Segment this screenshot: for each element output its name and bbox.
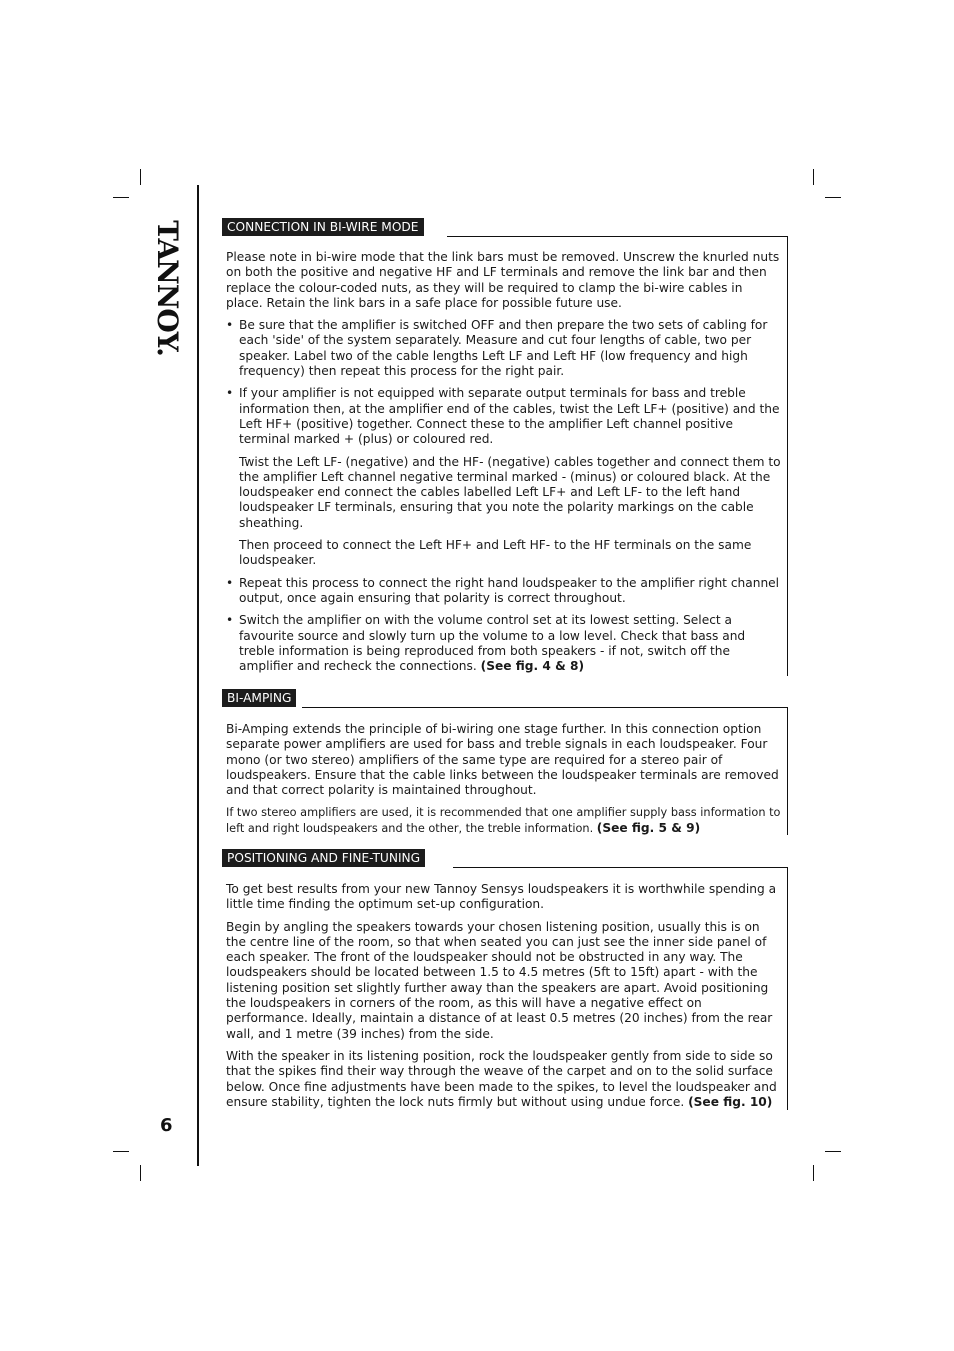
bi-amping-para: Bi-Amping extends the principle of bi-wiring one stage further. In this connection option separate power amplifiers are used for bass and treble signals in each loudspeaker. Four mono (or two stereo) amplifiers of the same type are required for a stereo pair of loudspeakers. Ensure that the cable links between the loudspeaker terminals are removed and that correct polarity is maintained throughout. [226,722,779,798]
bi-wire-body [226,250,782,681]
bullet-text: If your amplifier is not equipped with separate output terminals for bass and treble information then, at the amplifier end of the cables, twist the Left LF+ (positive) and the Left HF+ (positive) together. Connect these to the amplifier Left channel positive terminal marked + (plus) or coloured red. [239,386,780,447]
para-text: With the speaker in its listening position, rock the loudspeaker gently from side to side so that the spikes find their way through the weave of the carpet and on to the solid surface below. Once fine adjustments have been made to the spikes, to level the loudspeaker and ensure stability, tighten the lock nuts firmly but without using undue force. [226,1048,777,1109]
bi-amping-body [226,722,782,843]
crop-mark [113,1151,129,1152]
section-rule [302,707,788,708]
page-spine-rule [197,185,199,1166]
bullet-icon: • [226,318,234,333]
page-number: 6 [160,1115,173,1136]
list-item [226,318,782,379]
bullet-icon: • [226,613,234,628]
bullet-text: Be sure that the amplifier is switched OFF and then prepare the two sets of cabling for each 'side' of the system separately. Measure and cut four lengths of cable, two per speaker. Label two of the cable lengths Left LF and Left HF (low frequency and high frequency) then repeat this process for the right pair. [239,318,768,379]
list-item [226,386,782,447]
bullet-sub-paragraph: Then proceed to connect the Left HF+ and Left HF- to the HF terminals on the same loudspeaker. [239,538,752,568]
positioning-para: To get best results from your new Tannoy Sensys loudspeakers it is worthwhile spending a little time finding the optimum set-up configuration. [226,882,777,912]
crop-mark [825,1151,841,1152]
section-heading-bi-wire: CONNECTION IN BI-WIRE MODE [222,218,424,236]
positioning-body [226,882,782,1117]
figure-reference: (See fig. 4 & 8) [480,659,585,674]
list-item [226,576,782,607]
para-text: If two stereo amplifiers are used, it is recommended that one amplifier supply bass information to left and right loudspeakers and the other, the treble information. [226,806,781,835]
section-rule [787,236,788,676]
positioning-para: Begin by angling the speakers towards your chosen listening position, usually this is on the centre line of the room, so that when seated you can just see the inner side panel of each speaker. The front of the loudspeaker should not be obstructed in any way. The loudspeakers should be located between 1.5 to 4.5 metres (5ft to 15ft) apart - with the listening position set slightly further away than the speakers are apart. Avoid positioning the loudspeakers in corners of the room, as this will have a negative effect on performance. Ideally, maintain a distance of at least 0.5 metres (20 inches) from the rear wall, and 1 metre (39 inches) from the side. [226,919,773,1041]
crop-mark [140,1165,141,1181]
section-rule [453,867,788,868]
bullet-text: Switch the amplifier on with the volume control set at its lowest setting. Select a favourite source and slowly turn up the volume to a low level. Check that bass and treble information is being reproduced from both speakers - if not, switch off the amplifier and recheck the connections. [239,613,746,674]
section-heading-bi-amping: BI-AMPING [222,689,296,707]
positioning-para [226,1049,782,1110]
figure-reference: (See fig. 5 & 9) [596,820,701,835]
bullet-icon: • [226,386,234,401]
crop-mark [140,169,141,185]
figure-reference: (See fig. 10) [688,1094,773,1109]
bullet-sub-paragraph: Twist the Left LF- (negative) and the HF- (negative) cables together and connect them to the amplifier Left channel negative terminal marked - (minus) or coloured black. At the loudspeaker end connect the cables labelled Left LF+ and Left LF- to the left hand loudspeaker LF terminals, ensuring that you note the polarity markings on the cable sheathing. [239,454,781,530]
crop-mark [825,197,841,198]
crop-mark [113,197,129,198]
bi-amping-para [226,805,782,836]
tannoy-logo [150,220,184,356]
logo-text: TANNOY. [151,220,184,356]
section-rule [447,236,788,237]
crop-mark [813,1165,814,1181]
section-heading-positioning: POSITIONING AND FINE-TUNING [222,849,425,867]
list-item [226,613,782,674]
bi-wire-intro: Please note in bi-wire mode that the link bars must be removed. Unscrew the knurled nuts on both the positive and negative HF and LF terminals and remove the link bar and then replace the colour-coded nuts, as they will be required to clamp the bi-wire cables in place. Retain the link bars in a safe place for possible future use. [226,250,780,310]
section-rule [787,867,788,1110]
section-rule [787,707,788,835]
crop-mark [813,169,814,185]
bullet-text: Repeat this process to connect the right hand loudspeaker to the amplifier right channel output, once again ensuring that polarity is correct throughout. [239,575,780,605]
bullet-icon: • [226,575,234,590]
